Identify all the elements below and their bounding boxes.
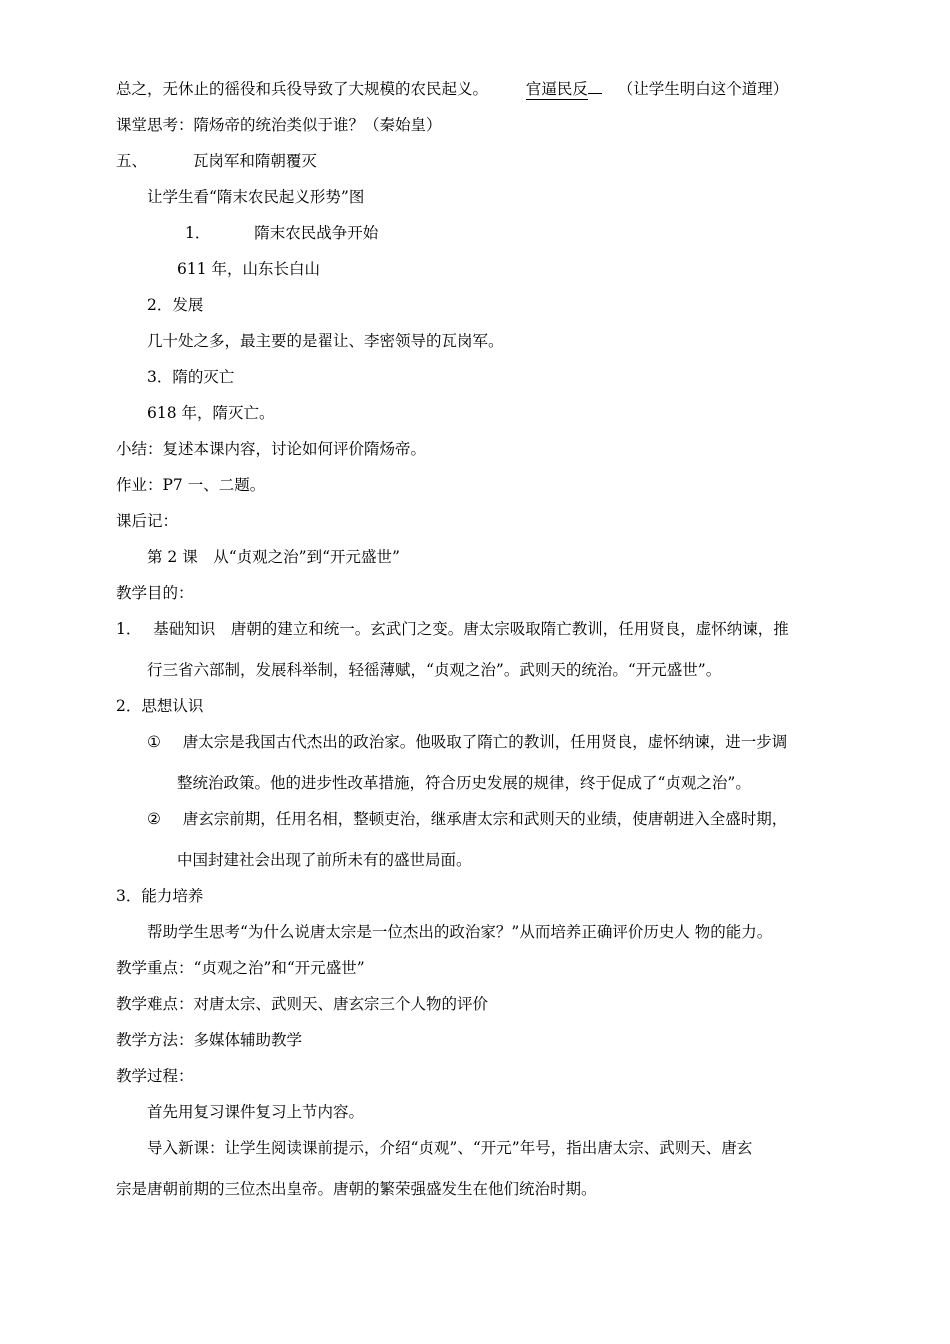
list-text: 隋末农民战争开始 (254, 224, 379, 242)
text-span: 总之，无休止的徭役和兵役导致了大规模的农民起义。 (116, 80, 489, 98)
list-item (116, 619, 789, 639)
circled-number: ② (147, 810, 161, 828)
underlined-answer: 官逼民反 (525, 80, 588, 98)
list-item (185, 223, 378, 243)
text-line (116, 79, 788, 99)
list-item (147, 809, 787, 829)
text-span: （让学生明白这个道理） (617, 80, 789, 98)
text-line: 教学难点：对唐太宗、武则天、唐玄宗三个人物的评价 (116, 995, 489, 1013)
list-text: 唐玄宗前期，任用名相，整顿吏治，继承唐太宗和武则天的业绩，使唐朝进入全盛时期， (182, 810, 788, 828)
list-text: 唐太宗是我国古代杰出的政治家。他吸取了隋亡的教训，任用贤良，虚怀纳谏，进一步调 (182, 733, 788, 751)
text-line: 导入新课：让学生阅读课前提示，介绍“贞观”、“开元”年号，指出唐太宗、武则天、唐玄 (147, 1139, 753, 1157)
text-line: 教学过程： (116, 1067, 194, 1085)
text-line: 帮助学生思考“为什么说唐太宗是一位杰出的政治家？”从而培养正确评价历史人 物的能力。 (147, 923, 773, 941)
section-number: 五、 (116, 152, 148, 170)
list-text: 基础知识 唐朝的建立和统一。玄武门之变。唐太宗吸取隋亡教训，任用贤良，虚怀纳谏，推 (153, 620, 789, 638)
text-line: 几十处之多，最主要的是翟让、李密领导的瓦岗军。 (147, 332, 504, 350)
list-item: 3．隋的灭亡 (147, 368, 235, 386)
text-line: 教学重点：“贞观之治”和“开元盛世” (116, 959, 365, 977)
text-line: 行三省六部制，发展科举制，轻徭薄赋，“贞观之治”。武则天的统治。“开元盛世”。 (147, 661, 722, 679)
text-line: 让学生看“隋末农民起义形势”图 (147, 188, 365, 206)
circled-number: ① (147, 733, 161, 751)
text-line: 618 年，隋灭亡。 (147, 404, 275, 422)
section-title: 瓦岗军和隋朝覆灭 (192, 152, 317, 170)
summary-line: 小结：复述本课内容，讨论如何评价隋炀帝。 (116, 440, 427, 458)
text-line: 611 年，山东长白山 (177, 260, 321, 278)
list-item (147, 732, 787, 752)
text-line: 宗是唐朝前期的三位杰出皇帝。唐朝的繁荣强盛发生在他们统治时期。 (116, 1180, 597, 1198)
lesson-title: 第 2 课 从“贞观之治”到“开元盛世” (147, 548, 400, 566)
list-number: 1． (185, 224, 211, 242)
text-line: 课后记： (116, 512, 179, 530)
text-line: 课堂思考：隋炀帝的统治类似于谁？（秦始皇） (116, 116, 442, 134)
text-line: 教学目的： (116, 584, 194, 602)
text-line: 整统治政策。他的进步性改革措施，符合历史发展的规律，终于促成了“贞观之治”。 (177, 774, 751, 792)
list-item: 2．发展 (147, 296, 204, 314)
section-heading (116, 151, 317, 171)
homework-line: 作业：P7 一、二题。 (116, 476, 266, 494)
text-line: 首先用复习课件复习上节内容。 (147, 1103, 365, 1121)
text-line: 中国封建社会出现了前所未有的盛世局面。 (177, 851, 472, 869)
list-item: 2．思想认识 (116, 697, 204, 715)
text-line: 教学方法：多媒体辅助教学 (116, 1031, 303, 1049)
list-number: 1． (116, 620, 142, 638)
list-item: 3．能力培养 (116, 887, 204, 905)
